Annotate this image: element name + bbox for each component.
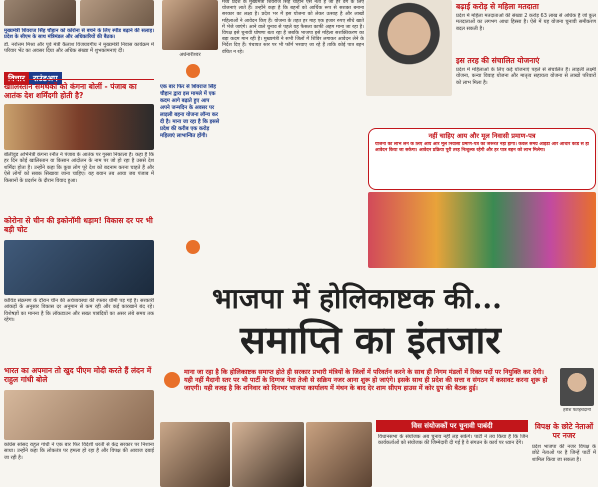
leader-photo-2 — [232, 422, 304, 487]
leader-photo-3 — [306, 422, 372, 487]
cm-photo — [366, 0, 452, 96]
mid-photo — [162, 0, 218, 50]
story3-photo — [4, 390, 154, 440]
mid-column — [160, 0, 220, 270]
lead-paragraph: माना जा रहा है कि होलिकाष्टक समाप्त होते ही सरकार प्रभारी मंत्रियों के जिलों में परिवर्तन करने के साथ ही निगम मंडलों में रिक्त पदों पर नियुक्ति कर देगी। यही नहीं मैदानी स्तर पर भी पार्टी के दिग्गज नेता तेजी से सक्रिय नजर आना शुरू हो जाएंगे। इसके साथ ही प्रदेश की सत्ता व संगठन में कसावट करना शुरू हो जाएगी। यही वजह है कि शनिवार को दिनभर भाजपा कार्यालय में मंथन के बाद देर शाम सीएम हाउस में कोर ग्रुप की बैठक हुई। — [184, 368, 548, 393]
text-column-body: मध्य प्रदेश के मुख्यमंत्री शिवराज सिंह चौहान ऐसे नेता हैं जो हर वर्ग के लिए योजनाएं लाते हैं। उन्होंने कहा है कि बहनों को आर्थिक रूप से सशक्त बनाना सरकार का लक्ष्य है। प्रदेश भर में इस योजना को लेकर उत्साह है और लाखों महिलाओं ने आवेदन किए हैं। योजना के तहत हर माह एक हजार रुपए सीधे खाते में भेजे जाएंगे। आने वाले चुनाव से पहले यह फैसला काफी अहम माना जा रहा है। विपक्ष इसे चुनावी घोषणा बता रहा है जबकि भाजपा इसे महिला सशक्तिकरण का बड़ा कदम मान रही है। मुख्यमंत्री ने सभी जिलों में शिविर लगाकर आवेदन लेने के निर्देश दिए हैं। पंचायत स्तर पर भी फॉर्म भरवाए जा रहे हैं ताकि कोई पात्र बहन वंचित न रहे। — [222, 0, 364, 55]
section-rule — [4, 79, 154, 80]
banner-body: योजना का लाभ लेने के लिए आय और मूल निवासी प्रमाण-पत्र की जरूरत नहीं होगी। केवल समग्र आईडी और आधार कार्ड से ही आवेदन किया जा सकेगा। आवेदन प्रक्रिया पूरी तरह निःशुल्क रहेगी और हर पात्र बहन को लाभ मिलेगा। — [375, 142, 589, 153]
women-crowd-photo — [368, 192, 596, 268]
lead-quote-mark — [164, 372, 180, 388]
mid-caption: अर्धनारीश्वर — [179, 52, 201, 58]
left-column — [0, 0, 158, 487]
top-photo-left — [4, 0, 76, 26]
main-headline-1: भाजपा में होलिकाष्टक की... — [212, 282, 502, 315]
author-photo — [560, 368, 594, 406]
banner-title: नहीं चाहिए आय और मूल निवासी प्रमाण-पत्र — [428, 132, 536, 140]
right-column — [366, 0, 598, 270]
text-column — [222, 0, 364, 270]
quote-mark-bottom — [186, 240, 200, 254]
section-tag2: राउंडअप — [29, 72, 62, 85]
section-tag: विचार — [4, 72, 29, 85]
box-title: विस संयोजकों पर चुनावी पाबंदी — [376, 420, 528, 432]
author-caption: हरीश फतेहचंदानी — [563, 408, 591, 413]
right-body1: प्रदेश में महिला मतदाताओं की संख्या 2 करोड़ 63 लाख से अधिक है जो कुल मतदाताओं का लगभग आधा हिस्सा है। ऐसे में यह योजना चुनावी समीकरण बदल सकती है। — [456, 13, 596, 32]
story2-photo — [4, 240, 154, 295]
top-caption: मुख्यमंत्री शिवराज सिंह चौहान को कोरोना से बचने के लिए स्पीड बढ़ाने की सलाह। प्रदेश के सीएम के साथ मंत्रिमंडल और अधिकारियों की बैठक। — [4, 28, 154, 41]
right-body2: प्रदेश में महिलाओं के लिए कई योजनाएं पहले से संचालित हैं। लाड़ली लक्ष्मी योजना, कन्या विवाह योजना और मातृत्व सहायता योजना से लाखों परिवारों को लाभ मिला है। — [456, 67, 596, 86]
story3-title: भारत का अपमान तो खुद पीएम मोदी करते हैं लंदन में राहुल गांधी बोले — [4, 366, 152, 384]
story1-body: बॉलीवुड अभिनेत्री कंगना रनौत ने पंजाब के आतंक पर गुस्सा निकाला है। कहा है कि हर दिन कोई खालिस्तान या किसान आंदोलन के नाम पर जो हो रहा है उससे देश शर्मिंदा होता है। उन्होंने कहा कि कुछ लोग पूरे देश को बदनाम करना चाहते हैं और ऐसे लोगों को सबक सिखाया जाना चाहिए। यह बयान तब आया जब पंजाब में किसानों के प्रदर्शन के दौरान विवाद हुआ। — [4, 152, 154, 184]
doc-banner — [368, 128, 596, 190]
top-body: डॉ. नरोत्तम मिश्रा और पूर्व मंत्री कैलाश विजयवर्गीय ने मुख्यमंत्री निवास कार्यक्रम में परिवार भेंट का अवसर दिया और अधिक संख्या में शुभकामनाएं दीं। — [4, 42, 154, 55]
leader-photo-1 — [160, 422, 230, 487]
right-head2: इस तरह की संचालित योजनाएं — [456, 56, 540, 65]
story2-body: कोविड संक्रमण के दौरान चीन की अर्थव्यवस्था की रफ्तार धीमी पड़ गई है। सरकारी आंकड़ों के अनुसार विकास दर अनुमान से कम रही और कई कारखाने बंद रहे। विशेषज्ञों का मानना है कि लॉकडाउन और सख्त पाबंदियों का असर लंबे समय तक रहेगा। — [4, 298, 154, 324]
pull-quote: एक बार फिर से शिवराज सिंह चौहान द्वारा इस मामले में एक कदम आगे बढ़ाते हुए आप अपने जन्मदिन के अवसर पर लाड़ली बहना योजना लॉन्च कर दी है। माना जा रहा है कि इससे प्रदेश की करीब एक करोड़ महिलाएं लाभान्वित होंगी। — [160, 84, 220, 139]
section-header — [4, 66, 154, 83]
story3-body: कांग्रेस सांसद राहुल गांधी ने एक बार फिर विदेशी धरती से केंद्र सरकार पर निशाना साधा। उन्होंने कहा कि लोकतंत्र पर हमला हो रहा है और विपक्ष की आवाज दबाई जा रही है। — [4, 442, 154, 461]
story2-title: कोरोना से चीन की इकोनॉमी धड़ाम! विकास दर पर भी बड़ी चोट — [4, 216, 153, 234]
quote-mark-top — [186, 64, 200, 78]
box-body: विधानसभा के संयोजक अब चुनाव नहीं लड़ सकेंगे। पार्टी ने तय किया है कि जिन कार्यकर्ताओं को संयोजक की जिम्मेदारी दी गई है वे संगठन के कार्य पर ध्यान देंगे। — [378, 434, 528, 447]
side-title: विपक्ष के छोटे नेताओं पर नजर — [534, 422, 594, 440]
right-head1: बढ़ाई करोड़ से महिला मतदाता — [456, 2, 539, 11]
story1-title: खालिस्तान समर्थकों को कंगना बोलीं - पंजाब का आतंक देश शर्मिंदगी होती है? — [4, 82, 137, 100]
story1-photo — [4, 104, 154, 150]
main-headline-2: समाप्ति का इंतजार — [240, 317, 501, 362]
top-photo-right — [80, 0, 154, 26]
side-body: प्रदेश भाजपा की नजर विपक्ष के छोटे नेताओं पर है जिन्हें पार्टी में शामिल किया जा सकता है। — [532, 444, 596, 463]
